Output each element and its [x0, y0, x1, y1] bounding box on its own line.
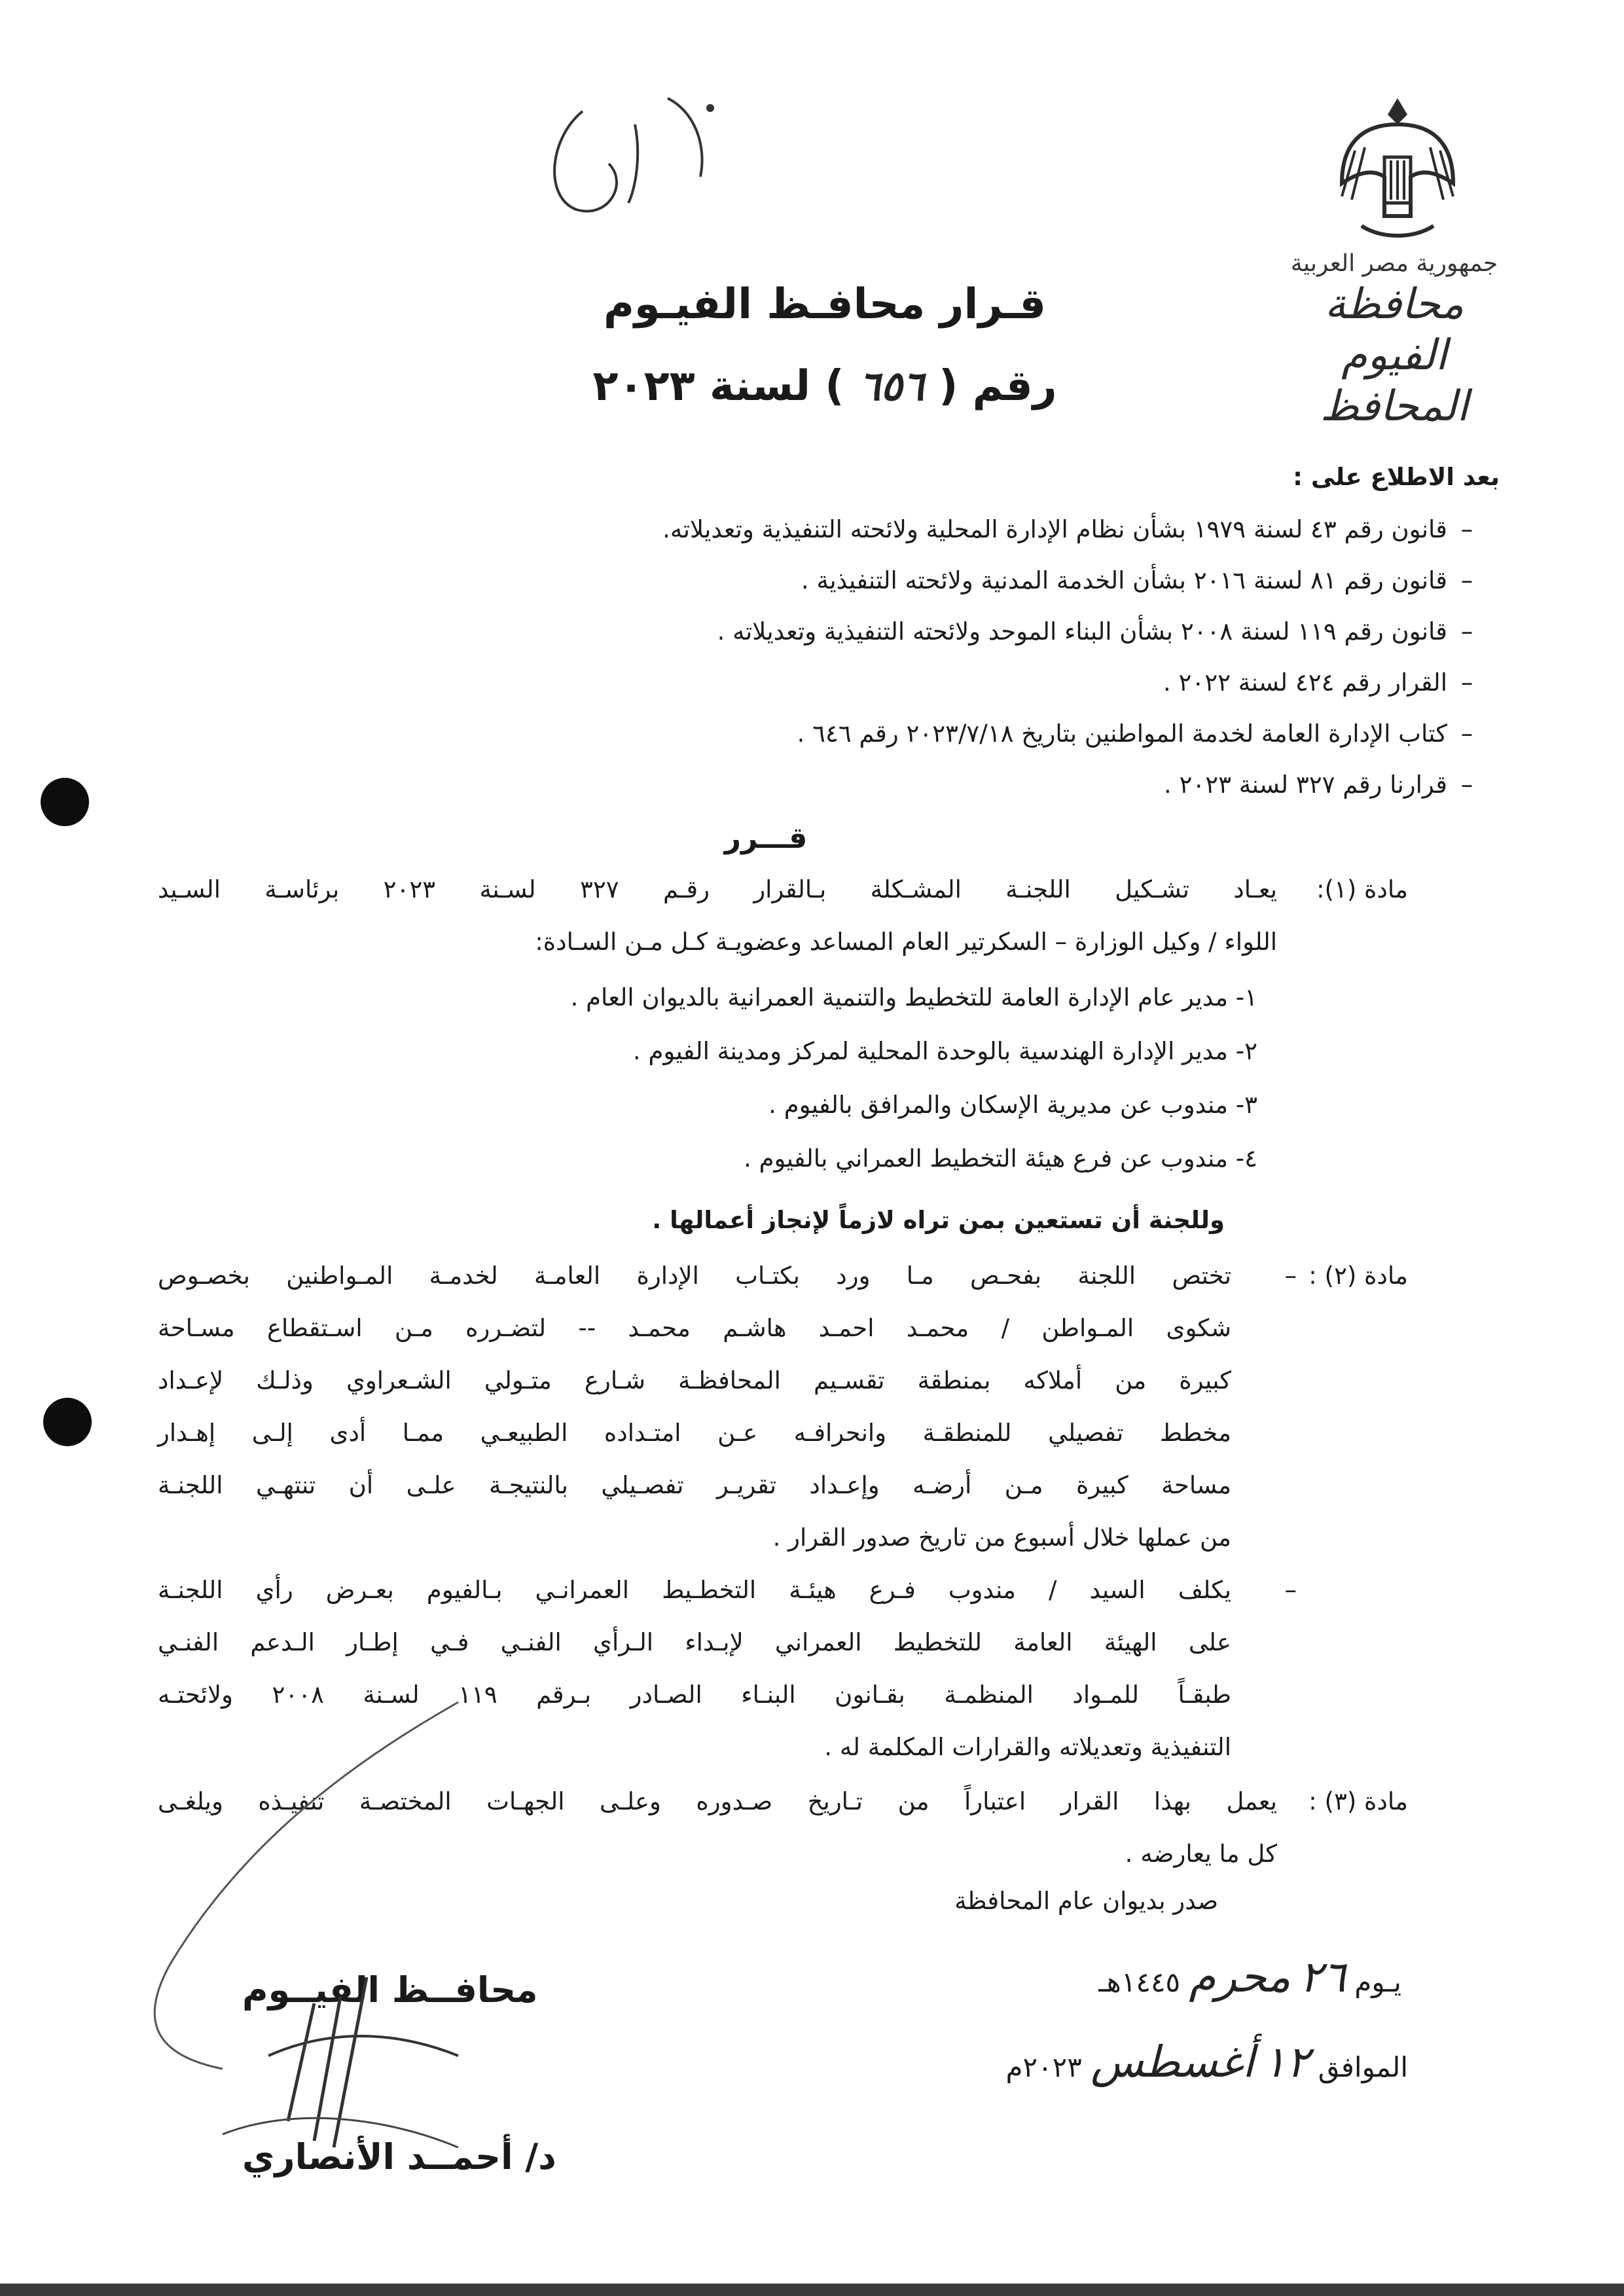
article-1-closing: وللجنة أن تستعين بمن تراه لازماً لإنجاز أعمالها .	[652, 1206, 1225, 1234]
preamble-item: –القرار رقم ٤٢٤ لسنة ٢٠٢٢ .	[1163, 668, 1473, 697]
number-prefix: رقم (	[939, 362, 1057, 410]
member-item: ٢- مدير الإدارة الهندسية بالوحدة المحلية لمركز ومدينة الفيوم .	[632, 1037, 1257, 1065]
article-2-line: يكلف السيد / مندوب فـرع هيئـة التخطـيط العمرانـي بـالفيوم بعـرض رأي اللجنـة	[158, 1576, 1231, 1604]
bullet-dash: –	[1284, 1576, 1297, 1604]
hijri-prefix: يـوم	[1354, 1966, 1401, 1998]
hijri-day: ٢٦	[1299, 1952, 1346, 2002]
article-1-line: اللواء / وكيل الوزارة – السكرتير العام المساعد وعضويـة كـل مـن السـادة:	[535, 928, 1277, 956]
preamble-item: –قانون رقم ١١٩ لسنة ٢٠٠٨ بشأن البناء الموحد ولائحته التنفيذية وتعديلاته .	[717, 617, 1473, 646]
greg-year: ٢٠٢٣م	[1005, 2051, 1082, 2083]
office-line: المحافظ	[1320, 382, 1469, 431]
article-3-label: مادة (٣) :	[1308, 1787, 1408, 1815]
article-3-line: كل ما يعارضه .	[1125, 1840, 1277, 1868]
scan-edge	[0, 2284, 1624, 2296]
governorate-header	[1283, 249, 1506, 432]
article-2-line: كبيرة من أملاكه بمنطقة تقسـيم المحافظـة شـارع متـولي الشـعراوي وذلـك لإعـداد	[158, 1366, 1231, 1394]
signature	[118, 1689, 576, 2187]
gregorian-date	[1005, 2037, 1408, 2087]
eagle-emblem-icon	[1335, 85, 1460, 249]
article-2-line: تختص اللجنة بفحـص مـا ورد بكتـاب الإدارة العامـة لخدمـة المـواطنين بخصـوص	[158, 1262, 1231, 1290]
greg-day: ١٢	[1263, 2037, 1310, 2087]
republic-line: جمهورية مصر العربية	[1290, 250, 1498, 277]
article-2-line: من عملها خلال أسبوع من تاريخ صدور القرار .	[772, 1523, 1231, 1552]
preamble-item: –كتاب الإدارة العامة لخدمة المواطنين بتاريخ ٢٠٢٣/٧/١٨ رقم ٦٤٦ .	[797, 720, 1473, 748]
greg-month: أغسطس	[1091, 2037, 1255, 2087]
punch-hole	[43, 1398, 92, 1446]
preamble-item: –قرارنا رقم ٣٢٧ لسنة ٢٠٢٣ .	[1164, 771, 1473, 799]
hijri-date	[1098, 1952, 1401, 2002]
governor-title: محافــظ الفيــوم	[242, 1969, 538, 2011]
preamble-label: بعد الاطلاع على :	[1293, 463, 1500, 491]
number-suffix: ) لسنة ٢٠٢٣	[592, 362, 844, 410]
article-1-label: مادة (١):	[1316, 875, 1408, 903]
bullet-dash: –	[1284, 1262, 1297, 1290]
issued-at: صدر بديوان عام المحافظة	[954, 1887, 1218, 1915]
greg-prefix: الموافق	[1318, 2051, 1408, 2083]
article-2-line: التنفيذية وتعديلاته والقرارات المكلمة له .	[824, 1733, 1231, 1761]
punch-hole	[41, 778, 89, 826]
article-2-line: مساحة كبيرة مـن أرضـه وإعـداد تقريـر تفصـيلي بالنتيجـة علـى أن تنتهـي اللجنـة	[158, 1471, 1231, 1499]
decree-title: قـرار محافـظ الفيـوم	[603, 280, 1047, 329]
number-handwritten: ٦٥٦	[858, 362, 924, 410]
preamble-item: –قانون رقم ٨١ لسنة ٢٠١٦ بشأن الخدمة المدنية ولائحته التنفيذية .	[801, 566, 1473, 594]
article-2-line: شكوى المـواطن / محمـد احمـد هاشـم محمـد -- لتضـرره مـن اسـتقطاع مسـاحة	[158, 1314, 1231, 1342]
preamble-item: –قانون رقم ٤٣ لسنة ١٩٧٩ بشأن نظام الإدارة المحلية ولائحته التنفيذية وتعديلاته.	[662, 515, 1473, 543]
decision-heading: قـــرر	[724, 822, 808, 855]
article-3-line: يعمل بهذا القرار اعتباراً من تـاريخ صـدوره وعلـى الجهـات المختصـة تنفيـذه ويلغـى	[158, 1787, 1277, 1815]
article-2-line: طبقـاً للمـواد المنظمـة بقـانون البنـاء الصـادر بـرقم ١١٩ لسـنة ٢٠٠٨ ولائحتـه	[158, 1681, 1231, 1709]
member-item: ١- مدير عام الإدارة العامة للتخطيط والتنمية العمرانية بالديوان العام .	[570, 983, 1257, 1011]
article-2-line: مخطط تفصيلي للمنطقـة وانحرافـه عـن امتـداده الطبيعـي ممـا أدى إلـى إهـدار	[158, 1419, 1231, 1447]
member-item: ٤- مندوب عن فرع هيئة التخطيط العمراني بالفيوم .	[744, 1144, 1257, 1173]
hijri-year: ١٤٤٥هـ	[1098, 1966, 1181, 1998]
governorate-line: محافظة الفيوم	[1324, 280, 1464, 380]
hijri-month: محرم	[1189, 1952, 1291, 2002]
handwritten-annotation	[537, 85, 746, 236]
article-1-line: يعـاد تشـكيل اللجنـة المشـكلة بـالقرار رقـم ٣٢٧ لسـنة ٢٠٢٣ برئاسـة السـيد	[158, 875, 1278, 903]
member-item: ٣- مندوب عن مديرية الإسكان والمرافق بالفيوم .	[768, 1091, 1257, 1119]
article-2-line: على الهيئة العامة للتخطيط العمراني لإبـداء الـرأي الفنـي فـي إطـار الـدعم الفنـي	[158, 1628, 1231, 1656]
governor-name: د/ أحمــد الأنصاري	[242, 2136, 556, 2178]
article-2-label: مادة (٢) :	[1308, 1262, 1408, 1290]
decree-number	[563, 357, 1087, 416]
